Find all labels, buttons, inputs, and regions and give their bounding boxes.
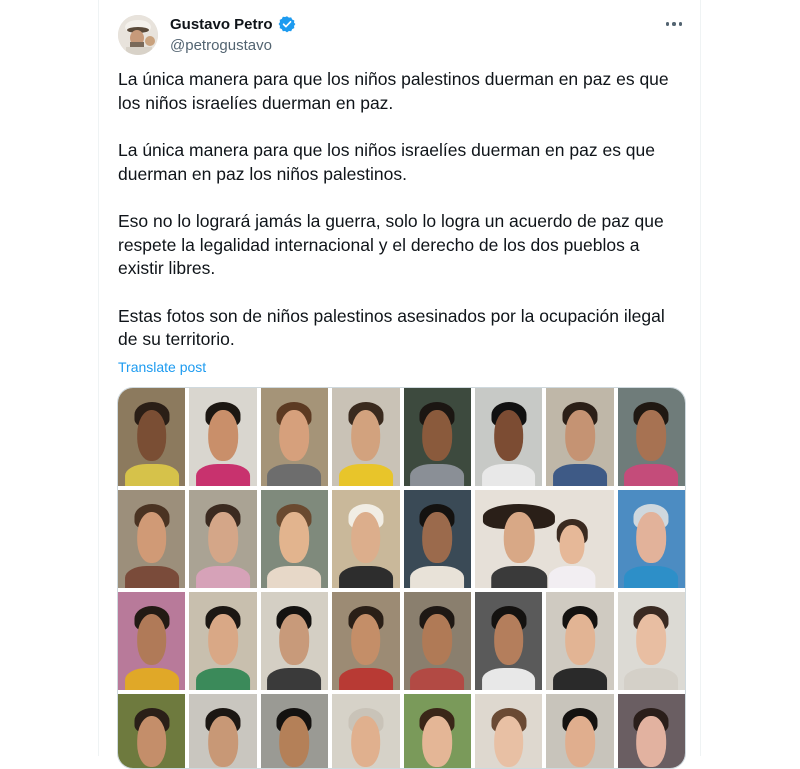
collage-photo [404, 694, 471, 769]
collage-photo [261, 592, 328, 690]
avatar[interactable] [118, 15, 158, 55]
collage-photo [475, 694, 542, 769]
timeline-border-right [700, 0, 701, 756]
collage-photo [261, 694, 328, 769]
timeline-border-left [98, 0, 99, 756]
collage-photo [404, 388, 471, 486]
collage-photo [332, 388, 399, 486]
collage-photo [618, 694, 685, 769]
tweet-paragraph: Eso no lo logrará jamás la guerra, solo lo logra un acuerdo de paz que respete la legalidad internacional y el derecho de los dos pueblos a existir libres. [118, 211, 664, 278]
collage-photo [118, 694, 185, 769]
tweet-media-photo[interactable] [117, 387, 686, 769]
collage-photo [546, 694, 613, 769]
collage-photo [189, 388, 256, 486]
collage-photo [546, 592, 613, 690]
collage-photo [618, 388, 685, 486]
verified-badge-icon [278, 15, 296, 33]
tweet-paragraph: La única manera para que los niños palestinos duerman en paz es que los niños israelíes duerman en paz. [118, 69, 669, 113]
collage-photo [118, 490, 185, 588]
tweet-paragraph: Estas fotos son de niños palestinos asesinados por la ocupación ilegal de su territorio. [118, 305, 665, 349]
translate-post-link[interactable]: Translate post [118, 359, 207, 375]
tweet-paragraph: La única manera para que los niños israelíes duerman en paz es que duerman en paz los niños palestinos. [118, 140, 656, 184]
collage-photo [118, 388, 185, 486]
collage-photo [332, 490, 399, 588]
collage-photo [261, 490, 328, 588]
collage-photo [189, 694, 256, 769]
author-handle[interactable]: @petrogustavo [170, 37, 272, 54]
collage-photo [475, 388, 542, 486]
collage-photo [332, 694, 399, 769]
collage-photo [475, 592, 542, 690]
author-block [170, 14, 296, 54]
photo-collage [118, 388, 685, 769]
collage-photo [546, 388, 613, 486]
tweet-text [118, 68, 688, 352]
collage-photo [261, 388, 328, 486]
collage-photo [475, 490, 614, 588]
collage-photo [189, 592, 256, 690]
collage-photo [618, 490, 685, 588]
author-display-name[interactable]: Gustavo Petro [170, 15, 273, 33]
collage-photo [118, 592, 185, 690]
collage-photo [404, 490, 471, 588]
collage-photo [189, 490, 256, 588]
collage-photo [618, 592, 685, 690]
collage-photo [404, 592, 471, 690]
more-options-icon[interactable] [662, 14, 686, 34]
collage-photo [332, 592, 399, 690]
